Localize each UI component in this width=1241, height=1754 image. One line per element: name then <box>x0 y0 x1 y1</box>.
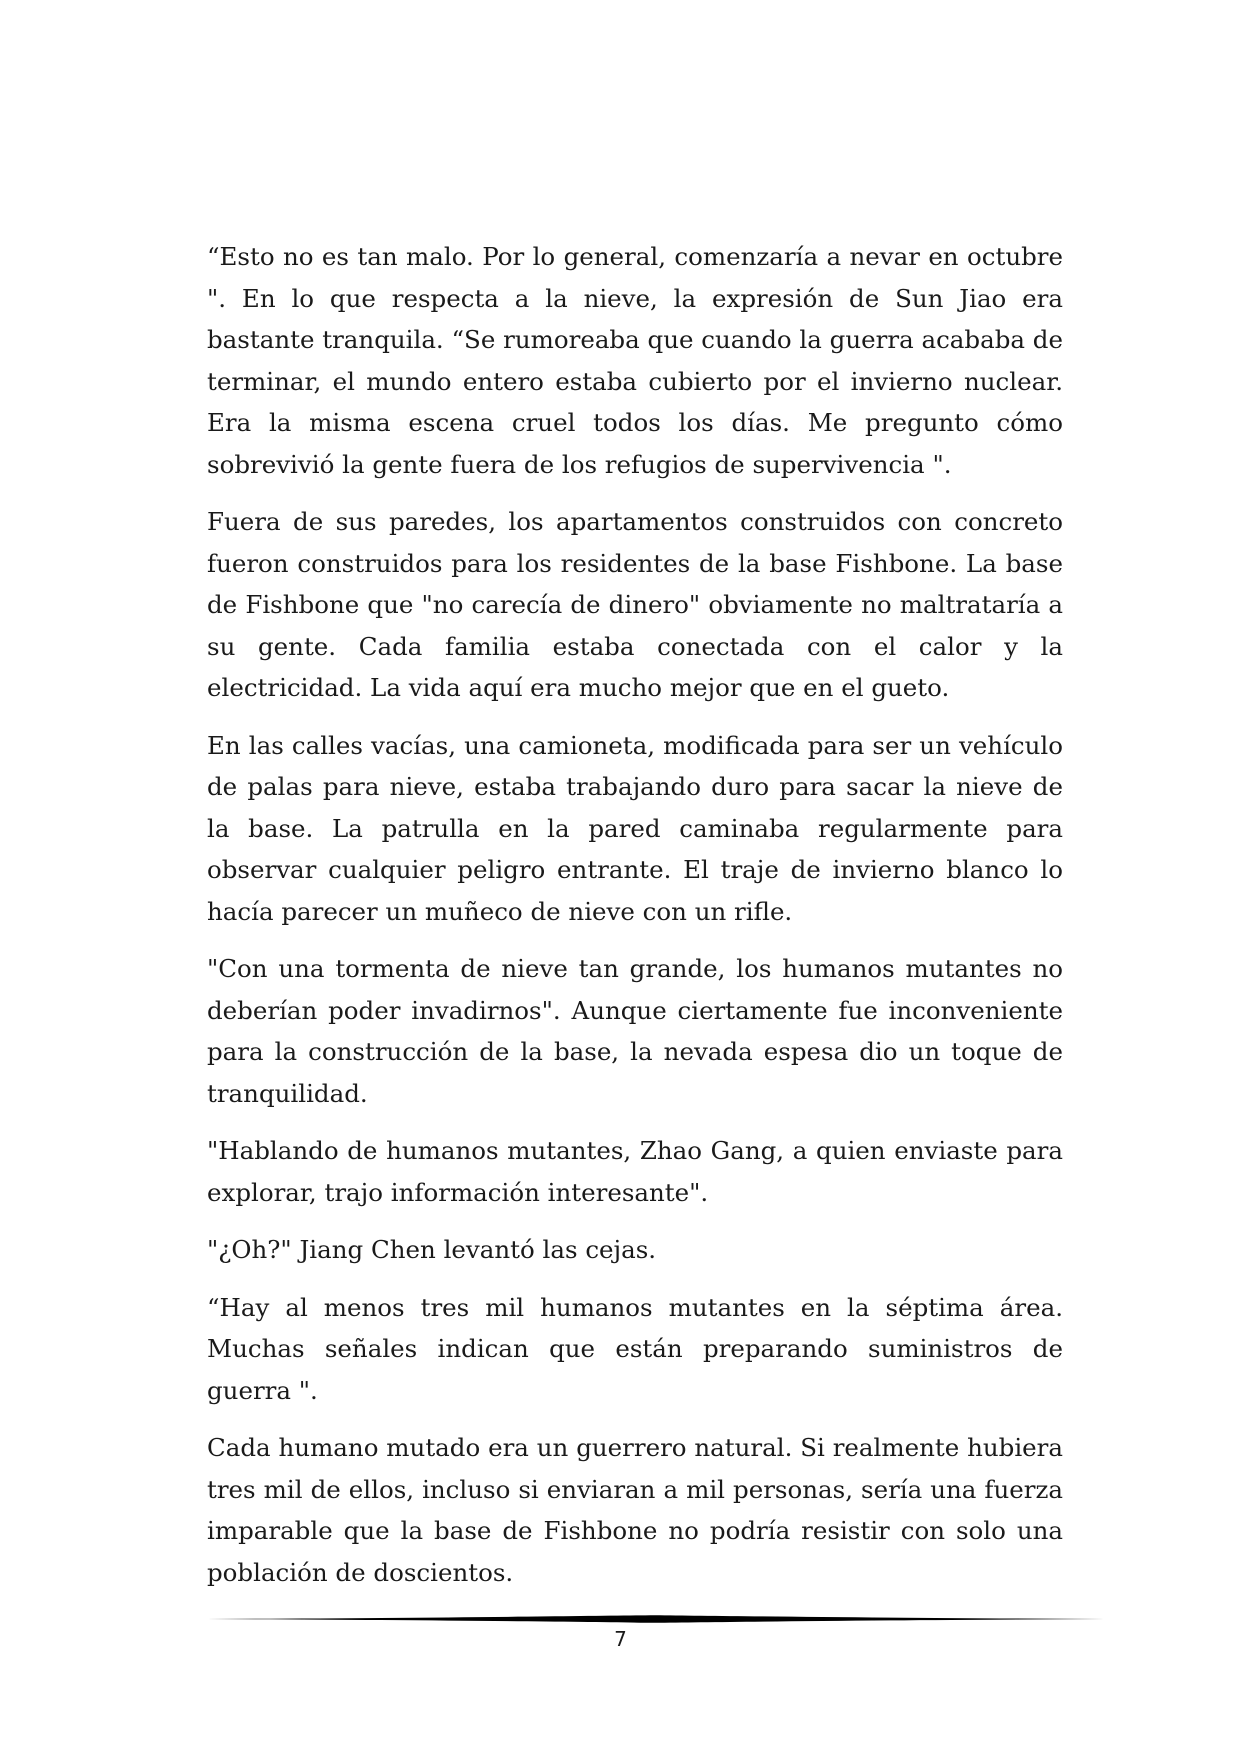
page-number: 7 <box>614 1627 627 1651</box>
paragraph-7: “Hay al menos tres mil humanos mutantes en la séptima área. Muchas señales indican que están preparando suministros de guerra ". <box>207 1292 1063 1405</box>
paragraph-4: "Con una tormenta de nieve tan grande, los humanos mutantes no deberían poder invadirnos". Aunque ciertamente fue inconveniente para la construcción de la base, la nevada espesa dio un toque de tranquilidad. <box>207 954 1063 1108</box>
paragraph-2: Fuera de sus paredes, los apartamentos construidos con concreto fueron construidos para los residentes de la base Fishbone. La base de Fishbone que "no carecía de dinero" obviamente no maltrataría a su gente. Cada familia estaba conectada con el calor y la electricidad. La vida aquí era mucho mejor que en el gueto. <box>207 507 1063 702</box>
paragraph-1: “Esto no es tan malo. Por lo general, comenzaría a nevar en octubre ". En lo que respecta a la nieve, la expresión de Sun Jiao era bastante tranquila. “Se rumoreaba que cuando la guerra acababa de terminar, el mundo entero estaba cubierto por el invierno nuclear. Era la misma escena cruel todos los días. Me pregunto cómo sobrevivió la gente fuera de los refugios de supervivencia ". <box>207 242 1063 479</box>
paragraph-6: "¿Oh?" Jiang Chen levantó las cejas. <box>207 1235 657 1264</box>
footer-divider <box>207 1614 1105 1624</box>
paragraph-3: En las calles vacías, una camioneta, modificada para ser un vehículo de palas para nieve, estaba trabajando duro para sacar la nieve de la base. La patrulla en la pared caminaba regularmente para observar cualquier peligro entrante. El traje de invierno blanco lo hacía parecer un muñeco de nieve con un rifle. <box>207 730 1063 926</box>
paragraph-5: "Hablando de humanos mutantes, Zhao Gang, a quien enviaste para explorar, trajo información interesante". <box>207 1136 1063 1207</box>
paragraph-8: Cada humano mutado era un guerrero natural. Si realmente hubiera tres mil de ellos, incluso si enviaran a mil personas, sería una fuerza imparable que la base de Fishbone no podría resistir con solo una población de doscientos. <box>207 1433 1063 1587</box>
body-text <box>207 236 1063 1609</box>
